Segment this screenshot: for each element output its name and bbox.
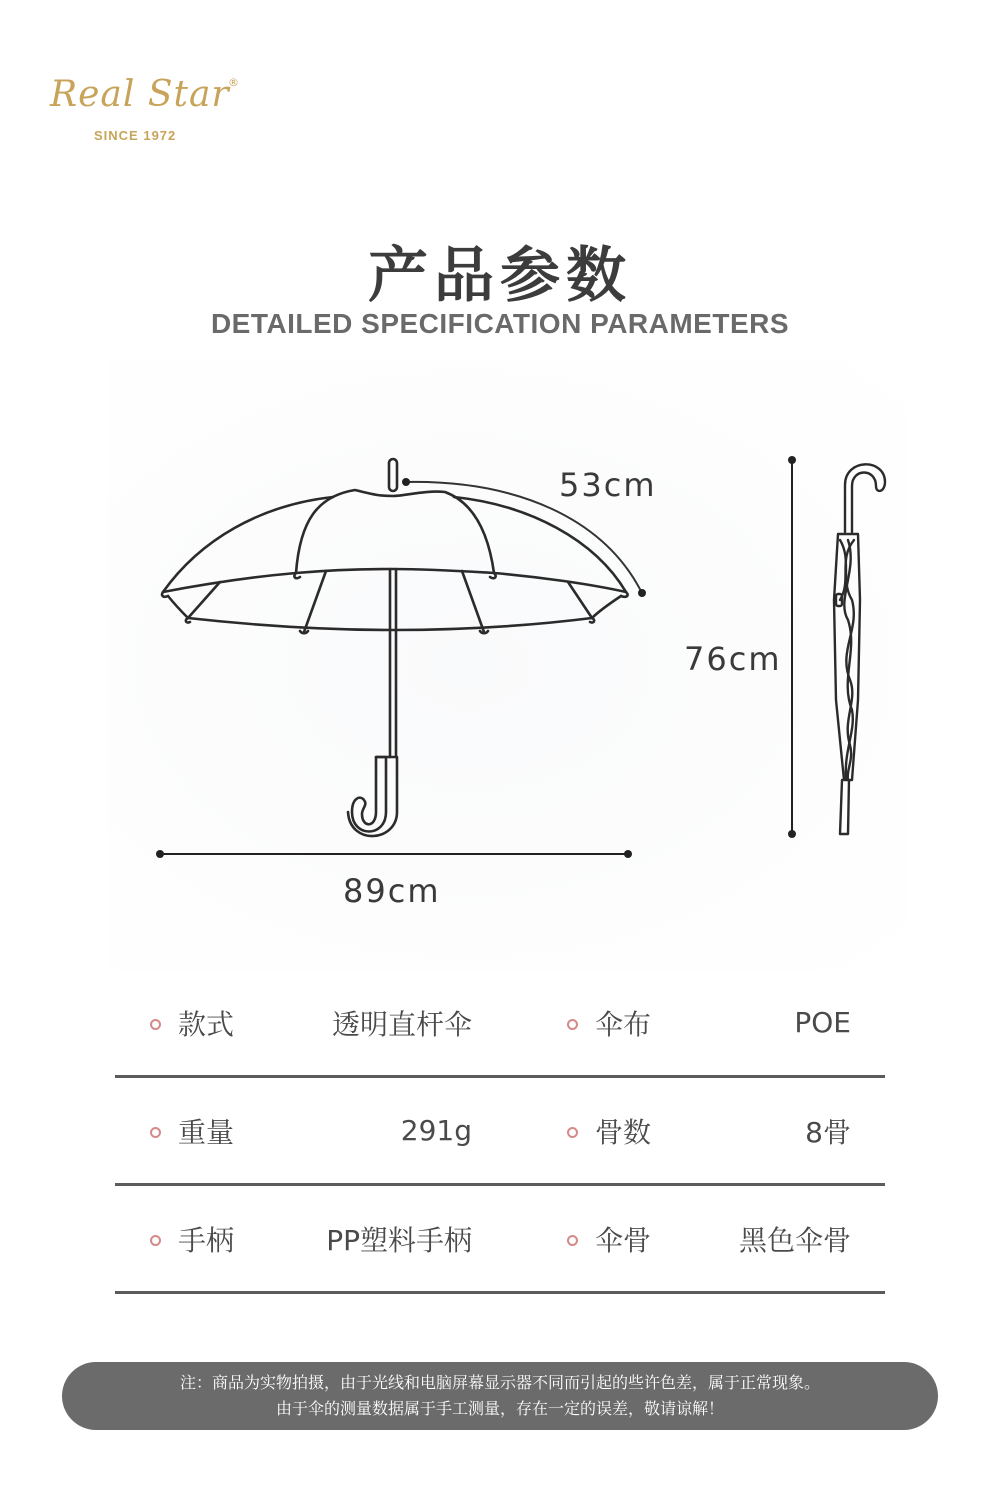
bullet-icon: [567, 1019, 578, 1030]
spec-cell: [150, 1186, 234, 1291]
dimension-endpoint: [156, 850, 164, 858]
closed-umbrella: [834, 464, 885, 834]
canopy-front-panel: [296, 490, 494, 573]
spec-cell: [150, 970, 234, 1075]
canopy-rim-back: [168, 596, 621, 630]
note-line: 注：商品为实物拍摄，由于光线和电脑屏幕显示器不同而引起的些许色差，属于正常现象。: [179, 1373, 820, 1392]
dimension-endpoint: [638, 589, 646, 597]
bullet-icon: [150, 1019, 161, 1030]
closed-length-label: 76cm: [684, 640, 782, 678]
spec-cell: [567, 1186, 651, 1291]
dimension-endpoint: [402, 478, 410, 486]
spec-label: 手柄: [178, 1223, 235, 1257]
page-subtitle: DETAILED SPECIFICATION PARAMETERS: [210, 308, 790, 339]
spec-label: 重量: [178, 1115, 235, 1149]
spec-label: 骨数: [595, 1115, 652, 1149]
spec-value: 黑色伞骨: [738, 1223, 851, 1257]
spec-value: 291g: [400, 1114, 472, 1147]
registered-mark: ®: [228, 76, 239, 89]
dimension-endpoint: [788, 830, 796, 838]
bullet-icon: [567, 1235, 578, 1246]
spec-table: [115, 970, 885, 1294]
spec-value: 透明直杆伞: [331, 1007, 472, 1041]
spec-cell: [150, 1078, 234, 1183]
umbrella-tip: [389, 459, 397, 491]
spec-row: [115, 970, 885, 1078]
spec-value: POE: [794, 1006, 851, 1039]
spec-value: PP塑料手柄: [326, 1223, 472, 1257]
rib: [568, 582, 592, 618]
diameter-dimension: [156, 850, 632, 858]
diameter-label: 89cm: [343, 872, 441, 910]
dimension-endpoint: [788, 456, 796, 464]
umbrella-shaft: [390, 569, 396, 757]
rib: [462, 571, 484, 632]
brand-name: Real Star: [50, 74, 230, 115]
brand-since: SINCE 1972: [94, 128, 177, 143]
bullet-icon: [150, 1127, 161, 1138]
length-dimension: [788, 456, 796, 838]
spec-row: [115, 1078, 885, 1186]
note-line: 由于伞的测量数据属于手工测量，存在一定的误差，敬请谅解！: [275, 1399, 724, 1418]
bullet-icon: [150, 1235, 161, 1246]
spec-label: 款式: [178, 1007, 235, 1041]
closed-umbrella-tip: [840, 780, 849, 834]
dimension-endpoint: [624, 850, 632, 858]
page-title: 产品参数: [368, 241, 632, 311]
spec-value: 8骨: [805, 1115, 851, 1149]
spec-row: [115, 1186, 885, 1294]
spec-cell: [567, 1078, 651, 1183]
spec-cell: [567, 970, 651, 1075]
closed-umbrella-handle: [845, 464, 885, 532]
canopy-rim-front: [163, 569, 626, 592]
bullet-icon: [567, 1127, 578, 1138]
spec-label: 伞布: [595, 1007, 652, 1041]
umbrella-handle: [352, 757, 386, 832]
spec-label: 伞骨: [595, 1223, 652, 1257]
rib: [304, 571, 326, 632]
disclaimer-note: [62, 1362, 938, 1430]
rib-length-label: 53cm: [559, 466, 657, 504]
